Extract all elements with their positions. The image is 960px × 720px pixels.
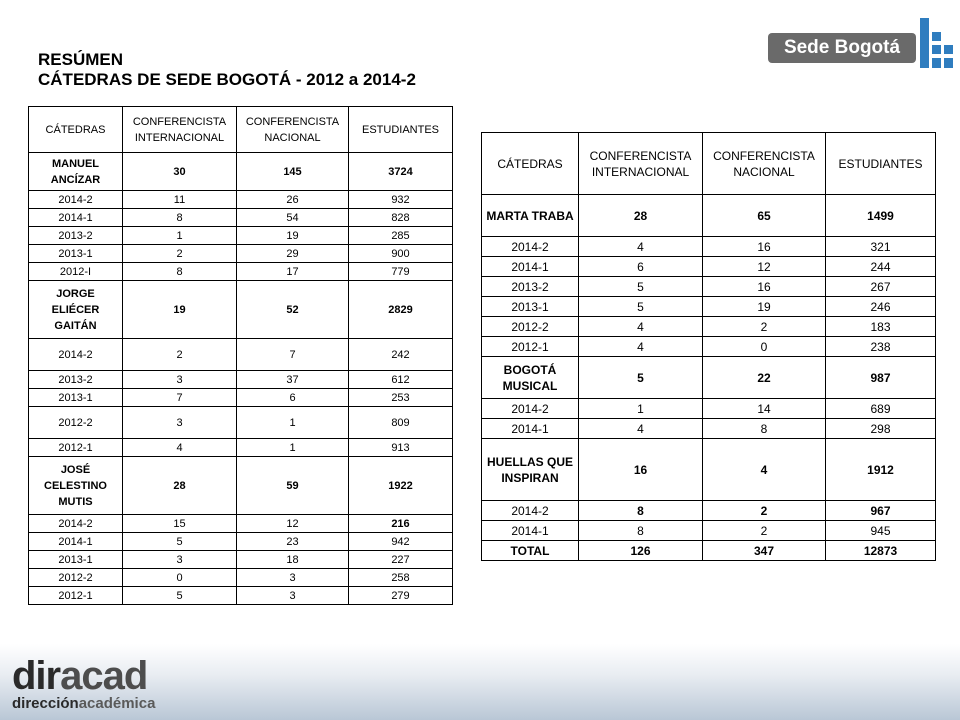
cell: 2014-1 — [29, 209, 123, 227]
table-row — [29, 209, 453, 227]
cell: 2014-1 — [482, 521, 579, 541]
cell: 2 — [123, 339, 237, 371]
cell: 12 — [237, 515, 349, 533]
cell: 16 — [579, 439, 703, 501]
cell: 0 — [703, 337, 826, 357]
cell: 347 — [703, 541, 826, 561]
cell: 2012-1 — [482, 337, 579, 357]
cell: 12873 — [826, 541, 936, 561]
cell: 4 — [579, 237, 703, 257]
cell: 258 — [349, 569, 453, 587]
table-row — [29, 263, 453, 281]
cell: 5 — [123, 587, 237, 605]
cell: 321 — [826, 237, 936, 257]
cell: 18 — [237, 551, 349, 569]
table-header-row — [29, 107, 453, 153]
catedra-row-bogota-musical — [482, 357, 936, 399]
cell: 2012-2 — [482, 317, 579, 337]
total-row — [482, 541, 936, 561]
cell: 15 — [123, 515, 237, 533]
cell: 2 — [703, 501, 826, 521]
table-row — [29, 407, 453, 439]
table-row — [29, 227, 453, 245]
cell: 267 — [826, 277, 936, 297]
cell: 5 — [123, 533, 237, 551]
table-row — [29, 339, 453, 371]
cell: 2013-2 — [29, 371, 123, 389]
cell: 7 — [123, 389, 237, 407]
cell: HUELLAS QUE INSPIRAN — [482, 439, 579, 501]
cell: TOTAL — [482, 541, 579, 561]
table-row — [29, 371, 453, 389]
cell: 216 — [349, 515, 453, 533]
cell: 3 — [237, 569, 349, 587]
col-header-nacional: CONFERENCISTA NACIONAL — [237, 107, 349, 153]
cell: 8 — [123, 263, 237, 281]
cell: 0 — [123, 569, 237, 587]
table-row — [29, 439, 453, 457]
cell: 2014-2 — [29, 515, 123, 533]
logo-sub-2: académica — [78, 695, 156, 712]
catedra-row-jorge-eliecer-gaitan — [29, 281, 453, 339]
col-header-internacional: CONFERENCISTA INTERNACIONAL — [123, 107, 237, 153]
cell: 11 — [123, 191, 237, 209]
cell: 3 — [237, 587, 349, 605]
cell: 1499 — [826, 195, 936, 237]
table-row — [482, 501, 936, 521]
cell: 1 — [237, 407, 349, 439]
cell: 2014-2 — [482, 399, 579, 419]
cell: 2013-2 — [482, 277, 579, 297]
cell: 900 — [349, 245, 453, 263]
cell: 1 — [123, 227, 237, 245]
logo-sub-1: dirección — [12, 695, 79, 712]
cell: 26 — [237, 191, 349, 209]
cell: 3724 — [349, 153, 453, 191]
table-row — [29, 587, 453, 605]
title-line-2: CÁTEDRAS DE SEDE BOGOTÁ - 2012 a 2014-2 — [38, 70, 416, 89]
table-row — [29, 551, 453, 569]
table-row — [482, 337, 936, 357]
cell: 12 — [703, 257, 826, 277]
cell: 2013-1 — [482, 297, 579, 317]
cell: 183 — [826, 317, 936, 337]
cell: 2 — [703, 317, 826, 337]
catedra-row-marta-traba — [482, 195, 936, 237]
col-header-estudiantes: ESTUDIANTES — [826, 133, 936, 195]
cell: 19 — [123, 281, 237, 339]
diracad-logo — [12, 656, 155, 712]
cell: 2014-2 — [29, 191, 123, 209]
col-header-internacional: CONFERENCISTA INTERNACIONAL — [579, 133, 703, 195]
cell: MANUEL ANCÍZAR — [29, 153, 123, 191]
cell: 689 — [826, 399, 936, 419]
cell: 2012-I — [29, 263, 123, 281]
table-row — [482, 277, 936, 297]
cell: 29 — [237, 245, 349, 263]
cell: 1 — [579, 399, 703, 419]
cell: 28 — [579, 195, 703, 237]
cell: 5 — [579, 297, 703, 317]
cell: 1912 — [826, 439, 936, 501]
cell: 8 — [579, 521, 703, 541]
cell: 22 — [703, 357, 826, 399]
cell: 2012-1 — [29, 439, 123, 457]
cell: 828 — [349, 209, 453, 227]
cell: 4 — [579, 337, 703, 357]
cell: 809 — [349, 407, 453, 439]
catedra-row-jose-celestino-mutis — [29, 457, 453, 515]
cell: 4 — [579, 419, 703, 439]
cell: 932 — [349, 191, 453, 209]
table-row — [482, 317, 936, 337]
cell: 2014-2 — [482, 501, 579, 521]
cell: 52 — [237, 281, 349, 339]
table-row — [482, 297, 936, 317]
cell: 2013-1 — [29, 389, 123, 407]
cell: 1922 — [349, 457, 453, 515]
col-header-catedras: CÁTEDRAS — [29, 107, 123, 153]
cell: 779 — [349, 263, 453, 281]
cell: 2014-1 — [482, 419, 579, 439]
cell: 8 — [123, 209, 237, 227]
catedra-row-manuel-ancizar — [29, 153, 453, 191]
cell: 967 — [826, 501, 936, 521]
cell: 244 — [826, 257, 936, 277]
cell: 37 — [237, 371, 349, 389]
cell: 913 — [349, 439, 453, 457]
cell: 2013-1 — [29, 245, 123, 263]
cell: 126 — [579, 541, 703, 561]
table-row — [482, 419, 936, 439]
cell: 16 — [703, 277, 826, 297]
left-summary-table — [28, 106, 453, 605]
cell: 2014-2 — [482, 237, 579, 257]
table-row — [482, 257, 936, 277]
cell: 2014-2 — [29, 339, 123, 371]
cell: 17 — [237, 263, 349, 281]
cell: 30 — [123, 153, 237, 191]
cell: 2829 — [349, 281, 453, 339]
table-row — [29, 533, 453, 551]
cell: 7 — [237, 339, 349, 371]
cell: 5 — [579, 277, 703, 297]
table-row — [29, 389, 453, 407]
cell: 16 — [703, 237, 826, 257]
col-header-estudiantes: ESTUDIANTES — [349, 107, 453, 153]
building-blocks-icon — [920, 18, 954, 68]
cell: 298 — [826, 419, 936, 439]
cell: 5 — [579, 357, 703, 399]
catedra-row-huellas-que-inspiran — [482, 439, 936, 501]
cell: 145 — [237, 153, 349, 191]
cell: 612 — [349, 371, 453, 389]
cell: 19 — [703, 297, 826, 317]
cell: 2013-1 — [29, 551, 123, 569]
cell: 4 — [123, 439, 237, 457]
col-header-nacional: CONFERENCISTA NACIONAL — [703, 133, 826, 195]
cell: 23 — [237, 533, 349, 551]
cell: 246 — [826, 297, 936, 317]
cell: 8 — [703, 419, 826, 439]
cell: BOGOTÁ MUSICAL — [482, 357, 579, 399]
cell: 279 — [349, 587, 453, 605]
cell: 238 — [826, 337, 936, 357]
cell: 3 — [123, 551, 237, 569]
cell: 19 — [237, 227, 349, 245]
cell: 2012-2 — [29, 407, 123, 439]
logo-part-1: dir — [12, 654, 61, 698]
table-row — [29, 515, 453, 533]
cell: 987 — [826, 357, 936, 399]
cell: 253 — [349, 389, 453, 407]
cell: 2012-2 — [29, 569, 123, 587]
table-row — [482, 399, 936, 419]
cell: 6 — [579, 257, 703, 277]
cell: 227 — [349, 551, 453, 569]
page-title — [38, 50, 416, 90]
cell: 945 — [826, 521, 936, 541]
cell: 2013-2 — [29, 227, 123, 245]
cell: 942 — [349, 533, 453, 551]
cell: 2 — [703, 521, 826, 541]
cell: 54 — [237, 209, 349, 227]
cell: 59 — [237, 457, 349, 515]
cell: 2 — [123, 245, 237, 263]
title-line-1: RESÚMEN — [38, 50, 124, 69]
table-header-row — [482, 133, 936, 195]
cell: 2014-1 — [29, 533, 123, 551]
sede-bogota-logo — [768, 18, 954, 68]
cell: 4 — [703, 439, 826, 501]
cell: 3 — [123, 371, 237, 389]
table-row — [482, 237, 936, 257]
table-row — [29, 569, 453, 587]
cell: 4 — [579, 317, 703, 337]
cell: 285 — [349, 227, 453, 245]
cell: 8 — [579, 501, 703, 521]
cell: 3 — [123, 407, 237, 439]
col-header-catedras: CÁTEDRAS — [482, 133, 579, 195]
cell: 2014-1 — [482, 257, 579, 277]
logo-text: Sede Bogotá — [768, 33, 916, 63]
cell: 2012-1 — [29, 587, 123, 605]
table-row — [482, 521, 936, 541]
logo-part-2: acad — [60, 654, 148, 698]
cell: JOSÉ CELESTINO MUTIS — [29, 457, 123, 515]
cell: JORGE ELIÉCER GAITÁN — [29, 281, 123, 339]
cell: 1 — [237, 439, 349, 457]
table-row — [29, 245, 453, 263]
cell: 6 — [237, 389, 349, 407]
cell: 242 — [349, 339, 453, 371]
cell: 65 — [703, 195, 826, 237]
cell: 14 — [703, 399, 826, 419]
cell: MARTA TRABA — [482, 195, 579, 237]
cell: 28 — [123, 457, 237, 515]
right-summary-table — [481, 132, 936, 561]
table-row — [29, 191, 453, 209]
